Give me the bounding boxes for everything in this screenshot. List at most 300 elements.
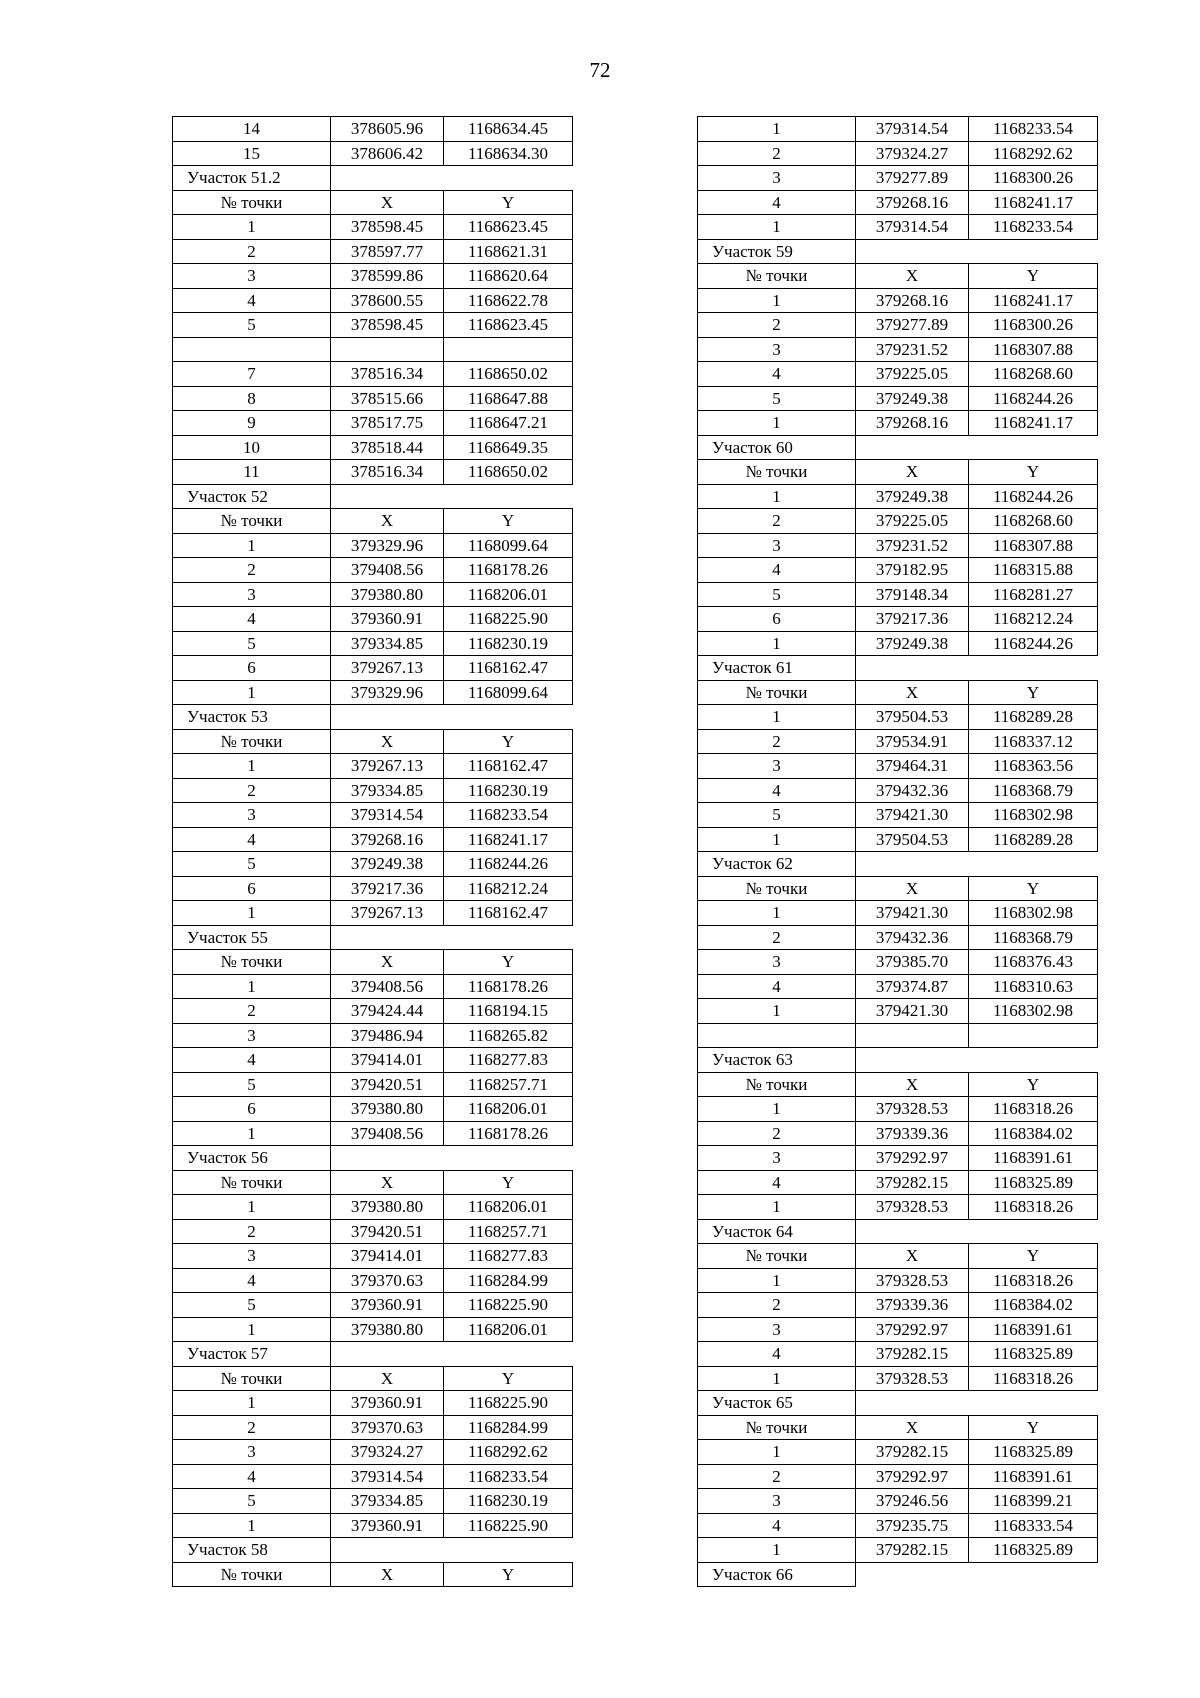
point-number-cell: 3 xyxy=(698,754,856,779)
table-row xyxy=(173,1391,573,1416)
header-row xyxy=(173,509,573,534)
coordinates-table-right-column xyxy=(697,116,1098,1587)
section-title: Участок 51.2 xyxy=(173,166,331,191)
y-coordinate-cell: 1168289.28 xyxy=(969,705,1098,730)
point-number-cell: 9 xyxy=(173,411,331,436)
section-row xyxy=(698,1048,1098,1073)
header-row xyxy=(698,460,1098,485)
point-number-cell: 5 xyxy=(173,852,331,877)
table-row xyxy=(698,288,1098,313)
point-number-cell: 2 xyxy=(698,729,856,754)
y-coordinate-cell: 1168307.88 xyxy=(969,337,1098,362)
section-row xyxy=(698,1391,1098,1416)
section-title: Участок 63 xyxy=(698,1048,856,1073)
y-coordinate-cell: 1168623.45 xyxy=(444,215,573,240)
header-row xyxy=(173,1366,573,1391)
table-row xyxy=(173,141,573,166)
y-header: Y xyxy=(969,876,1098,901)
y-coordinate-cell: 1168212.24 xyxy=(969,607,1098,632)
y-coordinate-cell: 1168099.64 xyxy=(444,533,573,558)
table-row xyxy=(698,999,1098,1024)
table-row xyxy=(173,411,573,436)
y-coordinate-cell: 1168206.01 xyxy=(444,582,573,607)
table-row xyxy=(173,558,573,583)
header-row xyxy=(698,264,1098,289)
section-spacer xyxy=(331,925,573,950)
x-header: X xyxy=(856,1244,969,1269)
point-number-cell: 3 xyxy=(173,582,331,607)
x-coordinate-cell: 379314.54 xyxy=(856,117,969,142)
coordinates-table-left-column xyxy=(172,116,573,1587)
table-row xyxy=(173,778,573,803)
point-number-header: № точки xyxy=(173,1366,331,1391)
x-coordinate-cell: 379334.85 xyxy=(331,631,444,656)
table-row xyxy=(698,1268,1098,1293)
y-coordinate-cell: 1168162.47 xyxy=(444,901,573,926)
table-row xyxy=(173,1464,573,1489)
y-coordinate-cell: 1168257.71 xyxy=(444,1072,573,1097)
y-coordinate-cell: 1168302.98 xyxy=(969,999,1098,1024)
x-coordinate-cell: 379370.63 xyxy=(331,1268,444,1293)
y-coordinate-cell: 1168162.47 xyxy=(444,754,573,779)
table-row xyxy=(698,386,1098,411)
y-header: Y xyxy=(444,1366,573,1391)
section-spacer xyxy=(331,1538,573,1563)
point-number-cell: 4 xyxy=(698,1513,856,1538)
point-number-cell: 1 xyxy=(173,1513,331,1538)
x-coordinate-cell: 379408.56 xyxy=(331,558,444,583)
point-number-cell: 5 xyxy=(173,631,331,656)
y-coordinate-cell: 1168233.54 xyxy=(969,215,1098,240)
y-header: Y xyxy=(969,1244,1098,1269)
point-number-cell: 1 xyxy=(698,215,856,240)
y-coordinate-cell: 1168206.01 xyxy=(444,1195,573,1220)
x-header: X xyxy=(331,190,444,215)
empty-cell xyxy=(331,337,444,362)
y-coordinate-cell: 1168225.90 xyxy=(444,1391,573,1416)
table-row xyxy=(698,631,1098,656)
x-coordinate-cell: 379370.63 xyxy=(331,1415,444,1440)
section-title: Участок 55 xyxy=(173,925,331,950)
section-row xyxy=(698,239,1098,264)
section-row xyxy=(698,1219,1098,1244)
x-coordinate-cell: 379249.38 xyxy=(856,631,969,656)
x-coordinate-cell: 379328.53 xyxy=(856,1268,969,1293)
point-number-cell: 3 xyxy=(173,264,331,289)
x-coordinate-cell: 379225.05 xyxy=(856,509,969,534)
point-number-cell: 4 xyxy=(698,1170,856,1195)
x-coordinate-cell: 379424.44 xyxy=(331,999,444,1024)
x-coordinate-cell: 379464.31 xyxy=(856,754,969,779)
point-number-cell: 2 xyxy=(698,141,856,166)
x-coordinate-cell: 378599.86 xyxy=(331,264,444,289)
table-row xyxy=(698,974,1098,999)
x-coordinate-cell: 378515.66 xyxy=(331,386,444,411)
x-coordinate-cell: 378518.44 xyxy=(331,435,444,460)
y-coordinate-cell: 1168289.28 xyxy=(969,827,1098,852)
y-coordinate-cell: 1168300.26 xyxy=(969,166,1098,191)
point-number-cell: 3 xyxy=(698,1146,856,1171)
y-coordinate-cell: 1168368.79 xyxy=(969,778,1098,803)
x-coordinate-cell: 379432.36 xyxy=(856,778,969,803)
section-title: Участок 65 xyxy=(698,1391,856,1416)
table-row xyxy=(173,631,573,656)
x-coordinate-cell: 379282.15 xyxy=(856,1538,969,1563)
y-coordinate-cell: 1168281.27 xyxy=(969,582,1098,607)
table-row xyxy=(173,1513,573,1538)
x-header: X xyxy=(331,950,444,975)
x-coordinate-cell: 379374.87 xyxy=(856,974,969,999)
table-row xyxy=(173,803,573,828)
point-number-cell: 4 xyxy=(698,1342,856,1367)
table-row xyxy=(173,607,573,632)
x-coordinate-cell: 379380.80 xyxy=(331,1097,444,1122)
table-row xyxy=(173,239,573,264)
point-number-cell: 2 xyxy=(173,1415,331,1440)
empty-cell xyxy=(173,337,331,362)
point-number-cell: 4 xyxy=(173,607,331,632)
table-row xyxy=(698,1513,1098,1538)
empty-cell xyxy=(698,1023,856,1048)
y-coordinate-cell: 1168650.02 xyxy=(444,362,573,387)
table-row xyxy=(698,729,1098,754)
table-row xyxy=(698,1146,1098,1171)
y-coordinate-cell: 1168307.88 xyxy=(969,533,1098,558)
table-row xyxy=(173,582,573,607)
header-row xyxy=(173,1170,573,1195)
x-coordinate-cell: 379421.30 xyxy=(856,999,969,1024)
section-spacer xyxy=(331,1342,573,1367)
section-title: Участок 64 xyxy=(698,1219,856,1244)
table-row xyxy=(698,778,1098,803)
point-number-cell: 1 xyxy=(698,1268,856,1293)
table-row xyxy=(698,166,1098,191)
header-row xyxy=(173,1562,573,1587)
table-row xyxy=(698,754,1098,779)
section-spacer xyxy=(331,484,573,509)
table-row xyxy=(698,362,1098,387)
table-row xyxy=(173,313,573,338)
point-number-cell: 1 xyxy=(173,1195,331,1220)
section-title: Участок 52 xyxy=(173,484,331,509)
y-coordinate-cell: 1168178.26 xyxy=(444,1121,573,1146)
table-row xyxy=(698,1366,1098,1391)
point-number-cell: 7 xyxy=(173,362,331,387)
x-coordinate-cell: 379408.56 xyxy=(331,1121,444,1146)
y-coordinate-cell: 1168650.02 xyxy=(444,460,573,485)
x-coordinate-cell: 379246.56 xyxy=(856,1489,969,1514)
table-row xyxy=(173,215,573,240)
y-coordinate-cell: 1168620.64 xyxy=(444,264,573,289)
y-coordinate-cell: 1168623.45 xyxy=(444,313,573,338)
y-coordinate-cell: 1168241.17 xyxy=(444,827,573,852)
section-title: Участок 53 xyxy=(173,705,331,730)
x-coordinate-cell: 379380.80 xyxy=(331,1195,444,1220)
x-coordinate-cell: 379292.97 xyxy=(856,1317,969,1342)
point-number-cell: 1 xyxy=(698,1097,856,1122)
y-coordinate-cell: 1168649.35 xyxy=(444,435,573,460)
point-number-cell: 5 xyxy=(173,313,331,338)
section-row xyxy=(173,925,573,950)
table-row xyxy=(698,901,1098,926)
point-number-header: № точки xyxy=(173,1562,331,1587)
point-number-cell: 3 xyxy=(173,1023,331,1048)
point-number-cell: 2 xyxy=(173,558,331,583)
point-number-header: № точки xyxy=(173,190,331,215)
table-row xyxy=(173,1489,573,1514)
point-number-cell: 1 xyxy=(698,705,856,730)
section-spacer xyxy=(856,1219,1098,1244)
x-coordinate-cell: 379292.97 xyxy=(856,1464,969,1489)
y-header: Y xyxy=(444,729,573,754)
point-number-header: № точки xyxy=(698,1244,856,1269)
y-coordinate-cell: 1168384.02 xyxy=(969,1293,1098,1318)
y-coordinate-cell: 1168284.99 xyxy=(444,1268,573,1293)
coordinates-table xyxy=(172,116,573,1587)
y-header: Y xyxy=(444,190,573,215)
x-coordinate-cell: 379217.36 xyxy=(856,607,969,632)
x-coordinate-cell: 379235.75 xyxy=(856,1513,969,1538)
y-coordinate-cell: 1168391.61 xyxy=(969,1146,1098,1171)
table-row xyxy=(698,1293,1098,1318)
x-coordinate-cell: 378516.34 xyxy=(331,362,444,387)
x-coordinate-cell: 378606.42 xyxy=(331,141,444,166)
point-number-cell: 2 xyxy=(698,1121,856,1146)
y-coordinate-cell: 1168230.19 xyxy=(444,778,573,803)
x-coordinate-cell: 379277.89 xyxy=(856,313,969,338)
y-coordinate-cell: 1168300.26 xyxy=(969,313,1098,338)
point-number-cell: 1 xyxy=(173,1317,331,1342)
y-coordinate-cell: 1168376.43 xyxy=(969,950,1098,975)
x-coordinate-cell: 379385.70 xyxy=(856,950,969,975)
table-row xyxy=(698,1195,1098,1220)
point-number-cell: 3 xyxy=(698,950,856,975)
y-coordinate-cell: 1168325.89 xyxy=(969,1440,1098,1465)
point-number-cell: 4 xyxy=(698,778,856,803)
x-coordinate-cell: 379408.56 xyxy=(331,974,444,999)
x-coordinate-cell: 379231.52 xyxy=(856,337,969,362)
x-coordinate-cell: 379360.91 xyxy=(331,1513,444,1538)
y-coordinate-cell: 1168368.79 xyxy=(969,925,1098,950)
x-coordinate-cell: 379414.01 xyxy=(331,1048,444,1073)
section-row xyxy=(698,1562,1098,1587)
x-coordinate-cell: 379225.05 xyxy=(856,362,969,387)
point-number-cell: 3 xyxy=(173,803,331,828)
x-coordinate-cell: 378597.77 xyxy=(331,239,444,264)
table-row xyxy=(173,1195,573,1220)
y-coordinate-cell: 1168178.26 xyxy=(444,974,573,999)
y-coordinate-cell: 1168333.54 xyxy=(969,1513,1098,1538)
point-number-cell: 1 xyxy=(698,1195,856,1220)
x-coordinate-cell: 379324.27 xyxy=(856,141,969,166)
point-number-cell: 6 xyxy=(173,656,331,681)
x-coordinate-cell: 379360.91 xyxy=(331,1293,444,1318)
table-row xyxy=(698,1121,1098,1146)
table-row xyxy=(173,656,573,681)
section-row xyxy=(698,656,1098,681)
y-coordinate-cell: 1168212.24 xyxy=(444,876,573,901)
x-coordinate-cell: 379268.16 xyxy=(856,288,969,313)
point-number-cell: 1 xyxy=(698,288,856,313)
y-coordinate-cell: 1168634.30 xyxy=(444,141,573,166)
table-row xyxy=(173,827,573,852)
point-number-cell: 4 xyxy=(698,190,856,215)
table-row xyxy=(698,1538,1098,1563)
y-coordinate-cell: 1168337.12 xyxy=(969,729,1098,754)
table-row xyxy=(698,117,1098,142)
x-coordinate-cell: 379267.13 xyxy=(331,901,444,926)
point-number-cell: 4 xyxy=(698,558,856,583)
point-number-cell: 15 xyxy=(173,141,331,166)
x-coordinate-cell: 379380.80 xyxy=(331,582,444,607)
point-number-cell: 2 xyxy=(173,1219,331,1244)
y-coordinate-cell: 1168268.60 xyxy=(969,362,1098,387)
y-coordinate-cell: 1168277.83 xyxy=(444,1048,573,1073)
table-row xyxy=(698,705,1098,730)
y-header: Y xyxy=(444,1170,573,1195)
header-row xyxy=(698,1244,1098,1269)
point-number-header: № точки xyxy=(173,1170,331,1195)
y-coordinate-cell: 1168634.45 xyxy=(444,117,573,142)
y-coordinate-cell: 1168292.62 xyxy=(969,141,1098,166)
point-number-cell: 1 xyxy=(173,680,331,705)
point-number-cell: 4 xyxy=(173,1048,331,1073)
y-coordinate-cell: 1168302.98 xyxy=(969,901,1098,926)
section-spacer xyxy=(856,1562,1098,1587)
y-coordinate-cell: 1168318.26 xyxy=(969,1268,1098,1293)
table-row xyxy=(698,1170,1098,1195)
point-number-cell: 3 xyxy=(173,1244,331,1269)
table-row xyxy=(173,435,573,460)
table-row xyxy=(698,190,1098,215)
table-row xyxy=(698,313,1098,338)
point-number-cell: 2 xyxy=(173,999,331,1024)
x-coordinate-cell: 379486.94 xyxy=(331,1023,444,1048)
point-number-cell: 4 xyxy=(698,974,856,999)
y-coordinate-cell: 1168230.19 xyxy=(444,1489,573,1514)
table-row xyxy=(173,1293,573,1318)
table-row xyxy=(698,484,1098,509)
table-row xyxy=(698,1464,1098,1489)
x-coordinate-cell: 379268.16 xyxy=(856,411,969,436)
point-number-cell: 1 xyxy=(173,974,331,999)
section-title: Участок 56 xyxy=(173,1146,331,1171)
point-number-cell: 8 xyxy=(173,386,331,411)
empty-cell xyxy=(444,337,573,362)
table-row xyxy=(698,1440,1098,1465)
point-number-header: № точки xyxy=(173,950,331,975)
table-row xyxy=(173,1244,573,1269)
y-coordinate-cell: 1168647.21 xyxy=(444,411,573,436)
x-coordinate-cell: 379282.15 xyxy=(856,1170,969,1195)
section-row xyxy=(173,1146,573,1171)
empty-cell xyxy=(856,1023,969,1048)
point-number-cell: 5 xyxy=(173,1489,331,1514)
table-row xyxy=(173,533,573,558)
y-coordinate-cell: 1168244.26 xyxy=(444,852,573,877)
table-row xyxy=(173,901,573,926)
y-coordinate-cell: 1168099.64 xyxy=(444,680,573,705)
y-coordinate-cell: 1168233.54 xyxy=(969,117,1098,142)
point-number-cell: 6 xyxy=(173,1097,331,1122)
section-spacer xyxy=(856,435,1098,460)
table-row xyxy=(173,680,573,705)
header-row xyxy=(698,680,1098,705)
y-coordinate-cell: 1168315.88 xyxy=(969,558,1098,583)
x-coordinate-cell: 379504.53 xyxy=(856,827,969,852)
point-number-cell: 1 xyxy=(173,215,331,240)
table-row xyxy=(173,1440,573,1465)
table-row xyxy=(698,1489,1098,1514)
table-row xyxy=(173,362,573,387)
point-number-cell: 1 xyxy=(173,901,331,926)
table-row xyxy=(173,999,573,1024)
x-coordinate-cell: 379328.53 xyxy=(856,1195,969,1220)
point-number-header: № точки xyxy=(698,680,856,705)
point-number-cell: 1 xyxy=(698,1538,856,1563)
point-number-cell: 14 xyxy=(173,117,331,142)
x-coordinate-cell: 379334.85 xyxy=(331,1489,444,1514)
table-row xyxy=(698,215,1098,240)
point-number-cell: 2 xyxy=(173,778,331,803)
section-title: Участок 58 xyxy=(173,1538,331,1563)
table-row xyxy=(173,386,573,411)
point-number-cell: 1 xyxy=(173,754,331,779)
y-coordinate-cell: 1168241.17 xyxy=(969,411,1098,436)
x-coordinate-cell: 379360.91 xyxy=(331,1391,444,1416)
point-number-cell: 2 xyxy=(698,509,856,534)
table-row xyxy=(173,1219,573,1244)
x-coordinate-cell: 379217.36 xyxy=(331,876,444,901)
x-coordinate-cell: 379282.15 xyxy=(856,1342,969,1367)
point-number-cell: 2 xyxy=(698,1293,856,1318)
x-coordinate-cell: 379268.16 xyxy=(331,827,444,852)
point-number-cell: 5 xyxy=(698,582,856,607)
y-header: Y xyxy=(444,509,573,534)
point-number-cell: 1 xyxy=(173,1391,331,1416)
y-coordinate-cell: 1168363.56 xyxy=(969,754,1098,779)
header-row xyxy=(698,1415,1098,1440)
x-coordinate-cell: 379182.95 xyxy=(856,558,969,583)
x-coordinate-cell: 378517.75 xyxy=(331,411,444,436)
section-title: Участок 66 xyxy=(698,1562,856,1587)
x-coordinate-cell: 379421.30 xyxy=(856,803,969,828)
x-coordinate-cell: 379432.36 xyxy=(856,925,969,950)
point-number-cell: 2 xyxy=(698,925,856,950)
y-coordinate-cell: 1168194.15 xyxy=(444,999,573,1024)
point-number-cell: 4 xyxy=(173,288,331,313)
empty-cell xyxy=(969,1023,1098,1048)
y-header: Y xyxy=(444,950,573,975)
table-row xyxy=(173,974,573,999)
table-row xyxy=(698,925,1098,950)
section-title: Участок 59 xyxy=(698,239,856,264)
x-coordinate-cell: 379414.01 xyxy=(331,1244,444,1269)
section-spacer xyxy=(331,1146,573,1171)
section-spacer xyxy=(331,705,573,730)
x-header: X xyxy=(856,1415,969,1440)
y-coordinate-cell: 1168647.88 xyxy=(444,386,573,411)
y-coordinate-cell: 1168206.01 xyxy=(444,1097,573,1122)
y-coordinate-cell: 1168399.21 xyxy=(969,1489,1098,1514)
table-row xyxy=(698,1342,1098,1367)
y-header: Y xyxy=(969,264,1098,289)
x-coordinate-cell: 379339.36 xyxy=(856,1293,969,1318)
x-coordinate-cell: 379328.53 xyxy=(856,1097,969,1122)
y-coordinate-cell: 1168257.71 xyxy=(444,1219,573,1244)
point-number-cell: 2 xyxy=(698,313,856,338)
x-header: X xyxy=(331,1170,444,1195)
